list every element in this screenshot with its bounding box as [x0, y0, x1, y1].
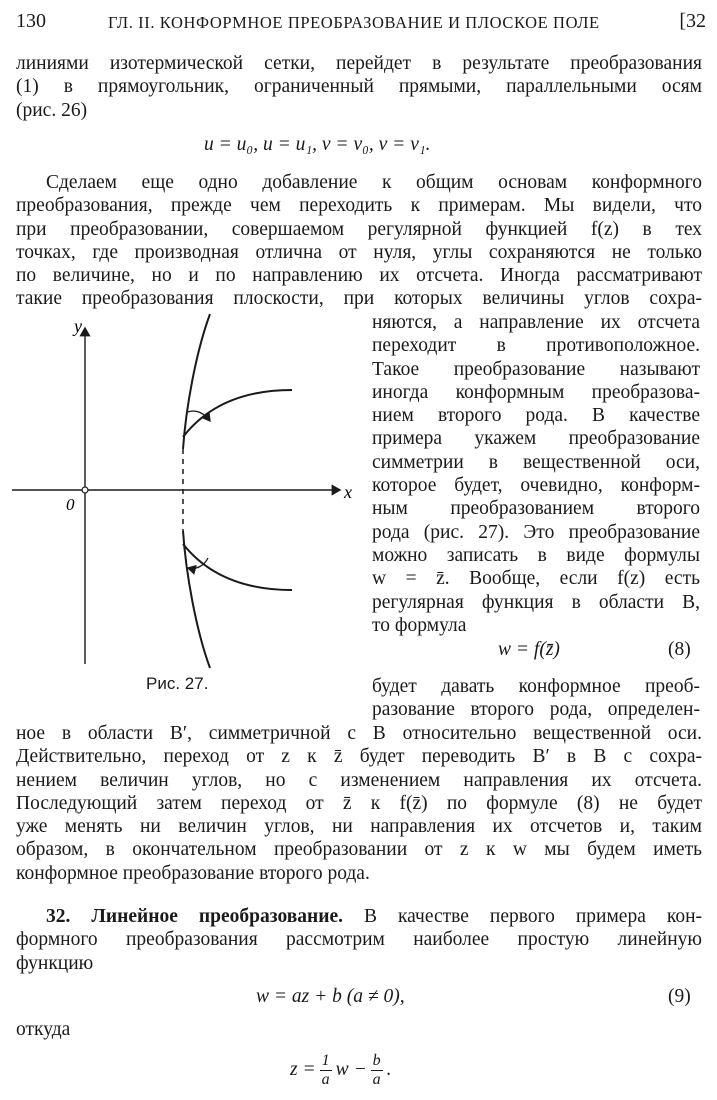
- paragraph-1: [16, 52, 702, 122]
- fraction-2: [371, 1052, 383, 1089]
- figure-27: [10, 312, 362, 672]
- section-first-line: [16, 905, 702, 928]
- text-line: няются, а направление их отсчета: [372, 312, 700, 333]
- formula-10-middle: w −: [335, 1059, 367, 1081]
- otkuda-word: откуда: [16, 1019, 71, 1040]
- section-32: [16, 905, 702, 975]
- text-line: Сделаем еще одно добавление к общим основам конформного: [46, 172, 702, 193]
- paragraph-2: [16, 171, 702, 311]
- text-line: w = z̄. Вообще, если f(z) есть: [372, 568, 700, 590]
- text-line: можно записать в виде формулы: [372, 544, 700, 566]
- formula-9-number: (9): [668, 986, 691, 1007]
- fraction-2-numerator: b: [372, 1051, 381, 1069]
- text-line: иногда конформным преобразова-: [372, 381, 700, 403]
- text-line: конформное преобразование второго рода.: [16, 862, 370, 884]
- text-line: нением величин углов, но с изменением направления их отсчета.: [16, 769, 702, 791]
- text-line: которое будет, очевидно, конформ-: [372, 475, 700, 497]
- origin-point: [82, 487, 88, 493]
- text-line: по величине, но и по направлению их отсчета. Иногда рассматривают: [16, 265, 702, 287]
- fraction-1-denominator: a: [321, 1070, 330, 1088]
- page-number: 130: [16, 10, 46, 32]
- text-line: примера укажем преобразование: [372, 428, 700, 450]
- section-marker: [32: [679, 10, 706, 32]
- text-line: ное в области B′, симметричной с B относительно вещественной оси.: [16, 723, 702, 744]
- text-line: рода (рис. 27). Это преобразование: [372, 521, 700, 543]
- text-line: будет давать конформное преоб-: [372, 676, 700, 697]
- side-text: [372, 311, 700, 637]
- formula-8: w = f(z̄): [498, 639, 560, 660]
- running-header: [16, 10, 706, 36]
- formula-9: w = az + b (a ≠ 0),: [256, 986, 405, 1007]
- text-line: точках, где производная отлична от нуля, углы сохраняются не только: [16, 241, 702, 263]
- after-formula-text: [372, 675, 700, 722]
- text-line: (1) в прямоугольник, ограниченный прямыми, параллельными осям: [16, 76, 702, 98]
- text-line: уже менять ни величин углов, ни направления их отсчетов и, таким: [16, 816, 702, 838]
- text-line: симметрии в вещественной оси,: [372, 451, 700, 473]
- figure-caption: Рис. 27.: [146, 674, 209, 693]
- origin-label: 0: [66, 495, 75, 514]
- text-line: Последующий затем переход от z̄ к f(z̄) по формуле (8) не будет: [16, 792, 702, 814]
- y-axis-label: y: [74, 316, 82, 336]
- formula-boundaries: u = u₀, u = u₁, v = v₀, v = v₁.: [204, 134, 431, 155]
- section-first-line-rest: В качестве первого примера кон-: [364, 906, 702, 927]
- text-line: преобразования, прежде чем переходить к примерам. Мы видели, что: [16, 195, 702, 217]
- fraction-2-denominator: a: [372, 1070, 381, 1088]
- text-line: ным преобразованием второго: [372, 498, 700, 520]
- upper-curve: [183, 314, 210, 449]
- formula-10: [290, 1048, 392, 1092]
- text-line: линиями изотермической сетки, перейдет в результате преобразования: [16, 53, 702, 74]
- upper-angle-curve: [183, 390, 292, 437]
- text-line: регулярная функция в области B,: [372, 591, 700, 613]
- text-line: то формула: [372, 614, 467, 636]
- text-line: нием второго рода. В качестве: [372, 405, 700, 427]
- formula-10-end: .: [386, 1059, 392, 1081]
- text-line: функцию: [16, 952, 94, 974]
- formula-8-number: (8): [668, 639, 691, 660]
- text-line: Такое преобразование называют: [372, 358, 700, 380]
- section-heading: 32. Линейное преобразование.: [46, 906, 343, 927]
- text-line: формного преобразования рассмотрим наиболее простую линейную: [16, 929, 702, 951]
- x-axis-label: x: [344, 482, 352, 502]
- paragraph-3: [16, 722, 702, 885]
- fraction-1-numerator: 1: [321, 1051, 330, 1069]
- chapter-title: ГЛ. II. КОНФОРМНОЕ ПРЕОБРАЗОВАНИЕ И ПЛОСКОЕ ПОЛЕ: [108, 13, 600, 32]
- text-line: (рис. 26): [16, 99, 88, 121]
- fraction-1: [320, 1052, 332, 1089]
- text-line: при преобразовании, совершаемом регулярной функцией f(z) в тех: [16, 218, 702, 240]
- text-line: Действительно, переход от z к z̄ будет переводить B′ в B с сохра-: [16, 746, 702, 768]
- text-line: разование второго рода, определен-: [372, 699, 700, 721]
- text-line: такие преобразования плоскости, при которых величины углов сохра-: [16, 288, 702, 310]
- lower-curve: [183, 531, 210, 668]
- text-line: образом, в окончательном преобразовании от z к w мы будем иметь: [16, 839, 702, 861]
- formula-10-left: z =: [290, 1059, 316, 1081]
- text-line: переходит в противоположное.: [372, 335, 700, 357]
